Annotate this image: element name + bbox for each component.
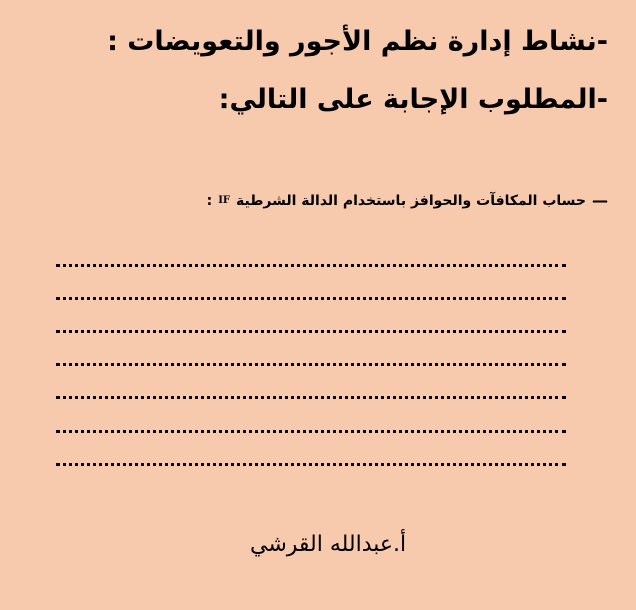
answer-line-5[interactable]: [56, 396, 566, 399]
answer-line-1[interactable]: [56, 264, 566, 267]
task-colon: :: [206, 192, 213, 209]
answer-line-7[interactable]: [56, 463, 566, 466]
function-name: IF: [218, 195, 230, 206]
answer-line-3[interactable]: [56, 330, 566, 333]
task-instruction: [207, 191, 608, 210]
answer-line-6[interactable]: [56, 430, 566, 433]
answer-line-4[interactable]: [56, 363, 566, 366]
task-text: حساب المكافآت والحوافز باستخدام الدالة الشرطية: [236, 192, 586, 209]
required-heading: -المطلوب الإجابة على التالي:: [218, 84, 608, 115]
task-dash: —: [592, 191, 608, 210]
teacher-signature: أ.عبدالله القرشي: [250, 532, 407, 557]
activity-heading: -نشاط إدارة نظم الأجور والتعويضات :: [107, 26, 608, 57]
answer-line-2[interactable]: [56, 297, 566, 300]
